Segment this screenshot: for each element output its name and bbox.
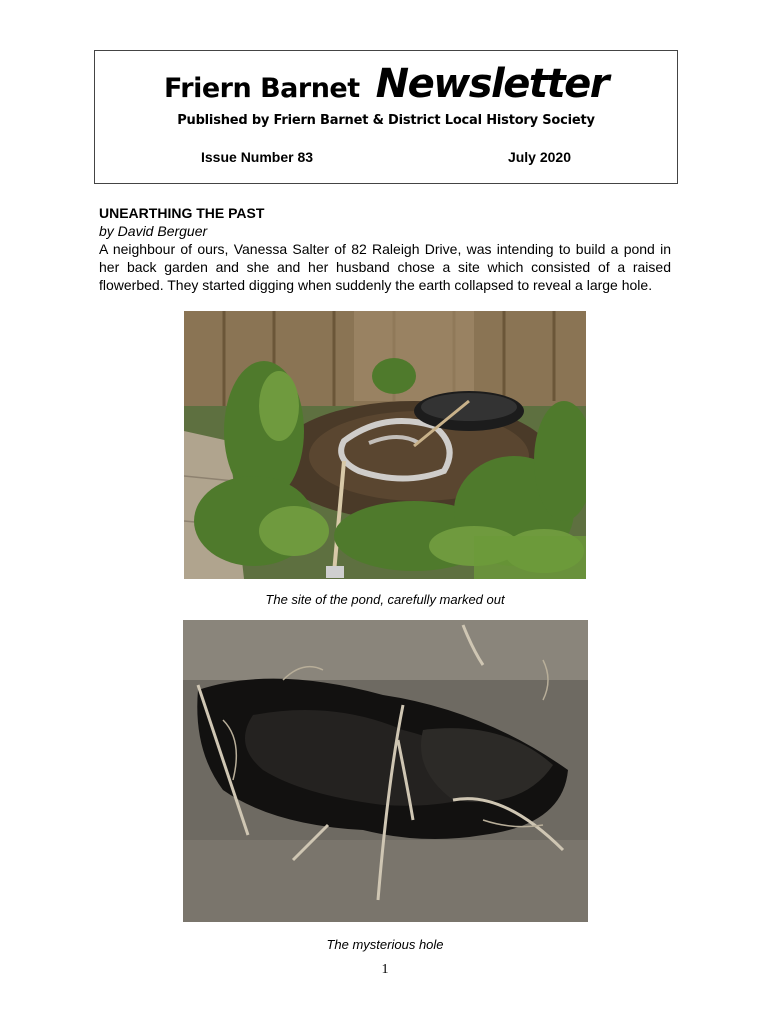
figure-caption-2: The mysterious hole <box>326 937 444 952</box>
newsletter-masthead <box>94 50 678 184</box>
article-byline: by David Berguer <box>99 223 208 239</box>
figure-caption-1: The site of the pond, carefully marked out <box>265 592 505 607</box>
article-body: A neighbour of ours, Vanessa Salter of 82 Raleigh Drive, was intending to build a pond in her back garden and she and her husband chose a site which consisted of a raised flowerbed. They started digging when suddenly the earth collapsed to reveal a large hole. <box>99 241 671 293</box>
hole-photo <box>183 620 588 922</box>
article-headline: UNEARTHING THE PAST <box>99 205 265 221</box>
issue-date: July 2020 <box>507 149 571 165</box>
publisher-line: Published by Friern Barnet & District Local History Society <box>177 113 595 128</box>
page-number: 1 <box>381 962 389 977</box>
newsletter-title <box>95 61 677 107</box>
title-plain: Friern Barnet <box>164 73 360 104</box>
issue-number: Issue Number 83 <box>201 149 314 165</box>
garden-photo <box>184 311 586 579</box>
article <box>99 204 671 294</box>
title-italic: Newsletter <box>375 61 608 107</box>
